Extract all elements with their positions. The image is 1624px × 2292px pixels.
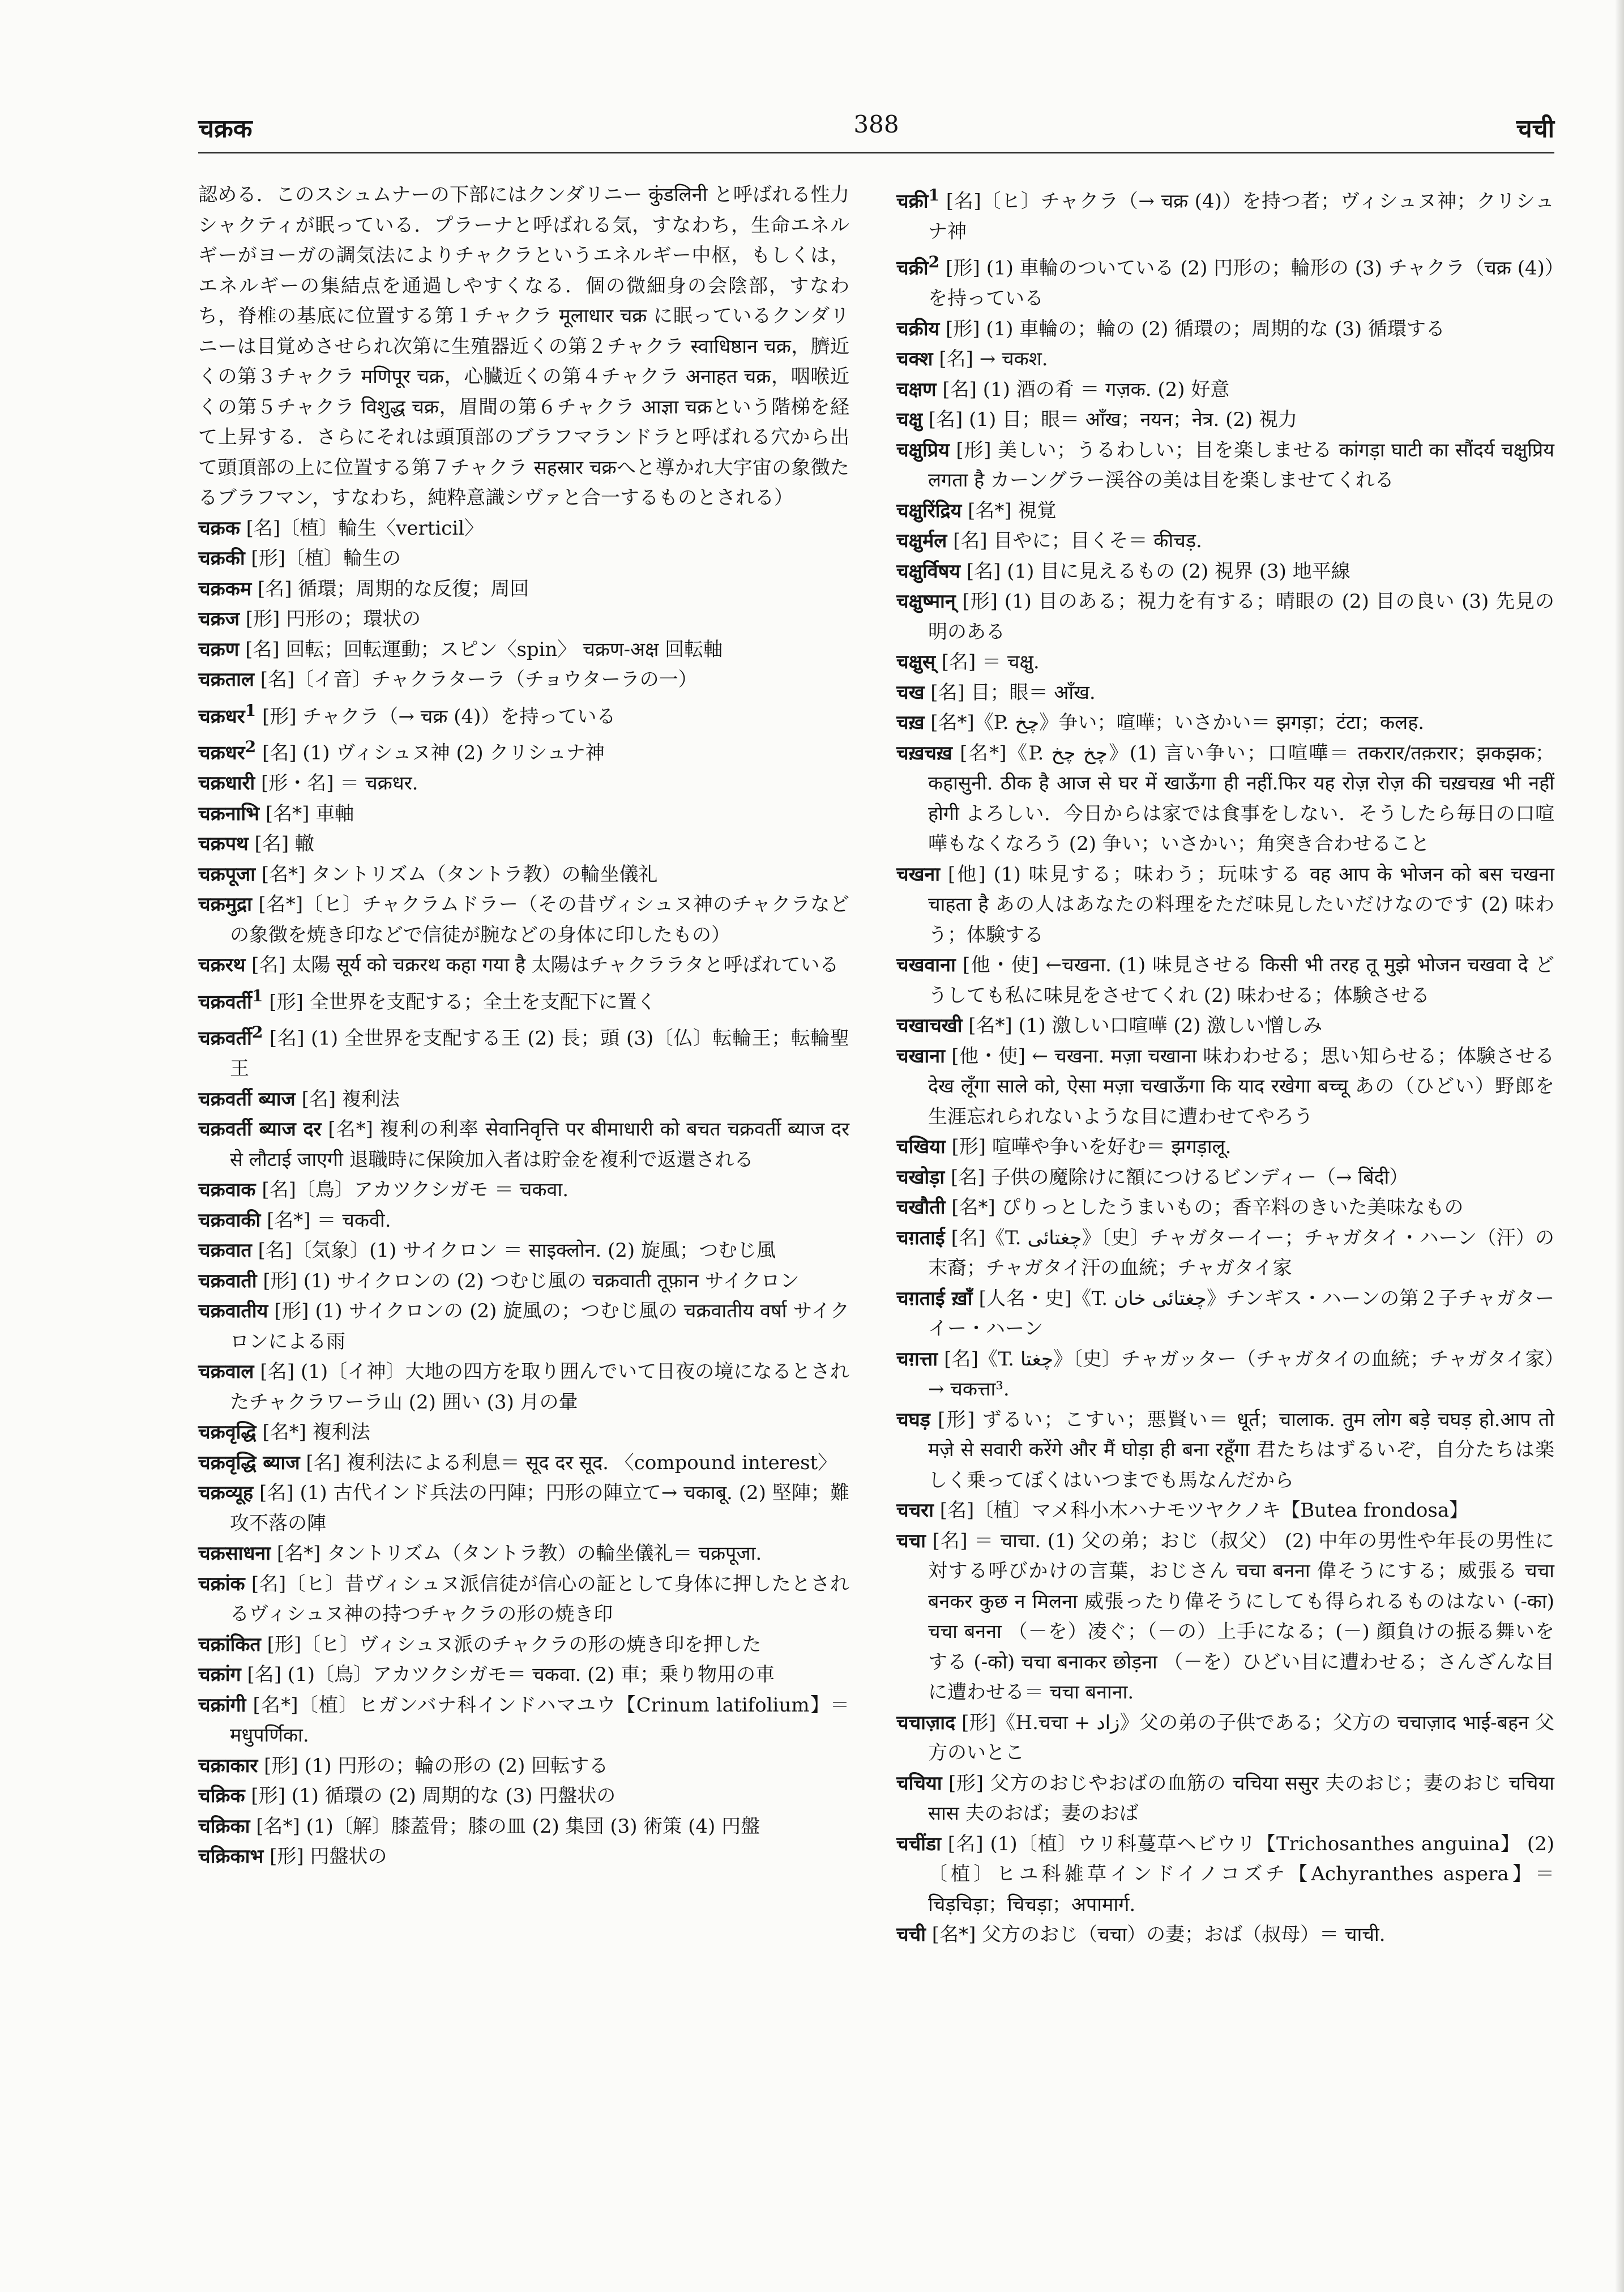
dictionary-entry xyxy=(896,557,1554,587)
dictionary-entry xyxy=(198,1539,849,1569)
entry-headword: चचिया xyxy=(896,1772,942,1795)
entry-headword: चक्री xyxy=(896,190,929,213)
left-column xyxy=(198,180,849,1872)
entry-definition: [名] 目；眼＝ आँख. xyxy=(924,681,1096,704)
dictionary-entry xyxy=(896,739,1554,860)
entry-definition: [形] 喧嘩や争いを好む＝ झगड़ालू. xyxy=(945,1136,1232,1159)
entry-definition: [名] (1)〔植〕ウリ科蔓草ヘビウリ【Trichosanthes anguina】 (2)〔植〕ヒユ科雑草インドイノコズチ【Achyranthes aspera】＝ चिड़चिड़ा；चिचड़ा；अपामार्ग. xyxy=(928,1832,1554,1916)
entry-definition: [形] 美しい；うるわしい；目を楽しませる कांगड़ा घाटी का सौंदर्य चक्षुप्रिय लगता है カーングラー渓谷の美は目を楽しませてくれる xyxy=(928,438,1554,492)
entry-headword: चक्श xyxy=(896,348,933,371)
dictionary-entry xyxy=(198,1691,849,1751)
entry-definition: [名] (1) 目に見えるもの (2) 視界 (3) 地平線 xyxy=(960,560,1351,583)
dictionary-entry xyxy=(198,1569,849,1630)
dictionary-entry xyxy=(896,1829,1554,1920)
entry-headword: चख़चख़ xyxy=(896,741,952,765)
entry-definition: [形] 全世界を支配する；全土を支配下に置く xyxy=(263,990,656,1013)
entry-headword: चक्रांग xyxy=(198,1663,241,1687)
dictionary-entry xyxy=(896,587,1554,647)
entry-definition: [名] 轍 xyxy=(248,833,314,856)
dictionary-entry xyxy=(896,247,1554,314)
entry-headword: चखाचखी xyxy=(896,1014,963,1038)
entry-headword: चक्रवाती xyxy=(198,1269,257,1292)
entry-headword: चक्रनाभि xyxy=(198,802,260,825)
entry-definition: [名]〔植〕マメ科小木ハナモツヤクノキ【Butea frondosa】 xyxy=(933,1499,1469,1522)
dictionary-entry xyxy=(198,1206,849,1236)
entry-headword: चक्षुष्मान् xyxy=(896,590,956,613)
entry-headword: चक्रवृद्धि ब्याज xyxy=(198,1451,300,1474)
entry-definition: [形] チャクラ（→ चक्र (4)）を持っている xyxy=(256,705,616,728)
entry-headword: चख xyxy=(896,681,925,704)
entry-definition: [名] (1) 古代インド兵法の円陣；円形の陣立て→ चकाबू. (2) 堅陣；難攻不落の陣 xyxy=(230,1482,849,1535)
dictionary-entry xyxy=(198,829,849,860)
dictionary-entry xyxy=(896,1193,1554,1223)
entry-headword: चख़ xyxy=(896,711,925,735)
entry-definition: [名]〔ヒ〕昔ヴィシュヌ派信徒が信心の証として身体に押したとされるヴィシュヌ神の持つチャクラの形の焼き印 xyxy=(230,1572,849,1626)
entry-headword: चक्षण xyxy=(896,378,937,401)
entry-definition: [名*] タントリズム（タントラ教）の輪坐儀礼＝ चक्रपूजा. xyxy=(271,1542,762,1565)
entry-definition: [他] (1) 味見する；味わう；玩味する वह आप के भोजन को बस चखना चाहता है あの人はあなたの料理をただ味見したいだけなのです (2) 味わう；体験する xyxy=(928,863,1554,946)
entry-headword: चग़ताई xyxy=(896,1226,945,1249)
entry-definition: [形] (1) 車輪のついている (2) 円形の；輪形の (3) チャクラ（चक्र (4)）を持っている xyxy=(928,257,1554,310)
entry-definition: [名] 複利法 xyxy=(295,1087,400,1111)
entry-headword: चक्षुर्विषय xyxy=(896,560,961,583)
dictionary-entry xyxy=(896,950,1554,1011)
entry-definition: [形・名] ＝ चक्रधर. xyxy=(255,772,418,795)
entry-headword: चक्रांकित xyxy=(198,1633,261,1656)
entry-headword: चग़त्ता xyxy=(896,1347,938,1371)
dictionary-entry xyxy=(198,574,849,605)
entry-definition: [名] (1) 酒の肴 ＝ गज़क. (2) 好意 xyxy=(936,378,1230,401)
continuation-paragraph: 認める．このスシュムナーの下部にはクンダリニー कुंडलिनी と呼ばれる性力シャクティが眠っている．プラーナと呼ばれる気，すなわち，生命エネルギーがヨーガの調気法によりチャクラというエネルギー中枢，もしくは，エネルギーの集結点を通過しやすくなる．個の微細身の会陰部，すなわち，脊椎の基底に位置する第１チャクラ मूलाधार चक्र に眠っているクンダリニーは目覚めさせられ次第に生殖器近くの第２チャクラ स्वाधिष्ठान चक्र，臍近くの第３チャクラ मणिपूर चक्र，心臓近くの第４チャクラ अनाहत चक्र，咽喉近くの第５チャクラ विशुद्ध चक्र，眉間の第６チャクラ आज्ञा चक्रという階梯を経て上昇する．さらにそれは頭頂部のブラフマランドラと呼ばれる穴から出て頭頂部の上に位置する第７チャクラ सहस्रार चक्रへと導かれ大宇宙の象徴たるブラフマン，すなわち，純粋意識シヴァと合一するものとされる） xyxy=(198,183,849,509)
entry-headword: चक्रांगी xyxy=(198,1693,246,1717)
entry-definition: [名*] 複利法 xyxy=(256,1421,370,1444)
entry-definition: [名]〔鳥〕アカツクシガモ ＝ चकवा. xyxy=(255,1179,569,1202)
left-entry-list xyxy=(198,514,849,1872)
entry-headword: चक्रवर्ती ब्याज xyxy=(198,1087,296,1111)
entry-definition: [名] (1) 全世界を支配する王 (2) 長；頭 (3)〔仏〕転輪王；転輪聖王 xyxy=(230,1027,849,1081)
entry-headword: चचींडा xyxy=(896,1832,941,1855)
dictionary-entry xyxy=(198,1781,849,1812)
entry-headword: चखोड़ा xyxy=(896,1166,945,1189)
dictionary-entry xyxy=(198,1660,849,1691)
dictionary-entry xyxy=(896,526,1554,557)
entry-definition: [形] (1) 車輪の；輪の (2) 循環の；周期的な (3) 循環する xyxy=(939,317,1445,340)
dictionary-entry xyxy=(198,1296,849,1357)
entry-headword: चक्रवर्ती xyxy=(198,990,252,1013)
entry-definition: [他・使] ←चखना. (1) 味見させる किसी भी तरह तू मुझे भोजन चखवा दे どうしても私に味見をさせてくれ (2) 味わせる；体験させる xyxy=(928,954,1554,1007)
dictionary-entry xyxy=(198,732,849,769)
dictionary-entry xyxy=(896,708,1554,739)
entry-headword: चक्रवाक xyxy=(198,1179,256,1202)
entry-definition: [名*]《P. چخ چخ》(1) 言い争い；口喧嘩＝ तकरार/तक़रार；झकझक；कहासुनी. ठीक है आज से घर में खाऊँगा ही नहीं.फिर यह रोज़ रोज़ की चख़चख़ भी नहीं होगी よろしい．今日からは家では食事をしない．そうしたら毎日の口喧嘩もなくなろう (2) 争い；いさかい；角突き合わせること xyxy=(928,741,1555,856)
entry-definition: [名*] 複利の利率 सेवानिवृत्ति पर बीमाधारी को बचत चक्रवर्ती ब्याज दर से लौटाई जाएगी 退職時に保険加入者は貯金を複利で返還される xyxy=(230,1118,849,1171)
entry-definition: [名*] タントリズム（タントラ教）の輪坐儀礼 xyxy=(255,863,658,886)
dictionary-entry xyxy=(198,1751,849,1782)
entry-definition: [名]《T. چغتائی》〔史〕チャガターイー；チャガタイ・ハーン（汗）の末裔；チャガタイ汗の血統；チャガタイ家 xyxy=(928,1226,1554,1280)
entry-headword: चक्रकम xyxy=(198,577,252,600)
entry-headword: चखवाना xyxy=(896,954,956,977)
dictionary-entry xyxy=(198,635,849,665)
dictionary-entry xyxy=(896,344,1554,375)
entry-headword: चखिया xyxy=(896,1136,946,1159)
entry-definition: [形] (1) サイクロンの (2) 旋風の；つむじ風の चक्रवातीय वर्षा サイクロンによる雨 xyxy=(230,1300,849,1353)
entry-headword: चक्रिकाभ xyxy=(198,1845,264,1868)
entry-headword: चक्रमुद्रा xyxy=(198,893,252,916)
entry-headword: चक्रवातीय xyxy=(198,1300,268,1323)
entry-headword: चक्रवर्ती ब्याज दर xyxy=(198,1118,322,1141)
dictionary-entry xyxy=(198,1017,849,1084)
homonym-number: 2 xyxy=(251,1022,263,1042)
dictionary-entry xyxy=(198,799,849,830)
entry-definition: [名*] 車軸 xyxy=(259,802,354,825)
entry-definition: [形] 父方のおじやおばの血筋の चचिया ससुर 夫のおじ；妻のおじ चचिया सास 夫のおば；妻のおば xyxy=(928,1772,1554,1825)
dictionary-entry xyxy=(896,496,1554,527)
entry-definition: [名] 複利法による利息＝ सूद दर सूद. 〈compound interest〉 xyxy=(300,1451,837,1474)
dictionary-entry xyxy=(896,1011,1554,1042)
entry-definition: [名]〔ヒ〕チャクラ（→ चक्र (4)）を持つ者；ヴィシュヌ神；クリシュナ神 xyxy=(928,190,1554,243)
entry-definition: [名] (1)〔イ神〕大地の四方を取り囲んでいて日夜の境になるとされたチャクラワーラ山 (2) 囲い (3) 月の暈 xyxy=(230,1360,849,1414)
dictionary-entry xyxy=(198,1266,849,1297)
entry-headword: चक्रताल xyxy=(198,668,254,691)
entry-definition: [名]〔気象〕(1) サイクロン ＝ साइक्लोन. (2) 旋風；つむじ風 xyxy=(251,1239,776,1262)
entry-headword: चक्रसाधना xyxy=(198,1542,271,1565)
entry-headword: चचा xyxy=(896,1529,926,1552)
entry-headword: चचाज़ाद xyxy=(896,1711,956,1734)
dictionary-entry xyxy=(198,695,849,732)
dictionary-entry xyxy=(896,1496,1554,1526)
dictionary-entry xyxy=(896,678,1554,708)
dictionary-entry xyxy=(896,375,1554,406)
entry-headword: चखाना xyxy=(896,1044,945,1068)
dictionary-entry xyxy=(198,514,849,544)
dictionary-entry xyxy=(896,1920,1554,1950)
dictionary-entry xyxy=(896,1284,1554,1345)
entry-definition: [形] ずるい；こすい；悪賢い＝ धूर्त；चालाक. तुम लोग बड़े चघड़ हो.आप तो मज़े से सवारी करेंगे और मैं घोड़ा ही बना रहूँगा 君たちはずるいぞ，自分たちは楽しく乗ってぼくはいつまでも馬なんだから xyxy=(928,1408,1554,1492)
dictionary-entry xyxy=(896,647,1554,678)
page-edge-shadow xyxy=(1615,0,1624,2292)
entry-definition: [名*]〔ヒ〕チャクラムドラー（その昔ヴィシュヌ神のチャクラなどの象徴を焼き印などで信徒が腕などの身体に印したもの） xyxy=(230,893,849,946)
entry-definition: [他・使] ← चखना. मज़ा चखाना 味わわせる；思い知らせる；体験させる देख लूँगा साले को, ऐसा मज़ा चखाऊँगा कि याद रखेगा बच्चू あの（ひどい）野郎を生涯忘れられないような目に遭わせてやろう xyxy=(928,1044,1554,1128)
dictionary-entry xyxy=(198,1448,849,1479)
dictionary-entry xyxy=(896,1223,1554,1284)
entry-headword: चक्रण xyxy=(198,638,240,661)
entry-headword: चक्रक xyxy=(198,517,240,540)
entry-headword: चक्रवाल xyxy=(198,1360,254,1384)
entry-definition: [形]《H.चचा + زاد》父の弟の子供である；父方の चचाज़ाद भाई-बहन 父方のいとこ xyxy=(928,1711,1554,1765)
dictionary-entry xyxy=(896,1163,1554,1193)
entry-headword: चची xyxy=(896,1923,926,1947)
entry-definition: [名] 回転；回転運動；スピン〈spin〉 चक्रण-अक्ष 回転軸 xyxy=(239,638,723,661)
entry-headword: चक्राकार xyxy=(198,1754,258,1777)
dictionary-entry xyxy=(198,1418,849,1448)
dictionary-entry xyxy=(198,981,849,1018)
dictionary-entry xyxy=(198,890,849,950)
entry-definition: [名*] 父方のおじ（चचा）の妻；おば（叔母）＝ चाची. xyxy=(926,1923,1386,1947)
entry-headword: चखना xyxy=(896,863,941,886)
entry-headword: चक्षु xyxy=(896,408,922,432)
entry-headword: चक्रव्यूह xyxy=(198,1482,254,1505)
entry-headword: चक्रवर्ती xyxy=(198,1027,252,1050)
dictionary-entry xyxy=(896,1345,1554,1405)
entry-headword: चक्रपूजा xyxy=(198,863,256,886)
right-column xyxy=(896,180,1554,1950)
guide-word-left: चक्रक xyxy=(198,114,253,143)
dictionary-entry xyxy=(896,314,1554,345)
homonym-number: 2 xyxy=(245,737,257,757)
dictionary-entry xyxy=(198,1085,849,1115)
entry-definition: [名] (1)〔鳥〕アカツクシガモ＝ चकवा. (2) 車；乗り物用の車 xyxy=(241,1663,775,1687)
entry-headword: चक्रकी xyxy=(198,547,245,570)
entry-definition: [名] 循環；周期的な反復；周回 xyxy=(251,577,529,600)
guide-word-right: चची xyxy=(1516,114,1554,143)
entry-definition: [名*] (1)〔解〕膝蓋骨；膝の皿 (2) 集団 (3) 術策 (4) 円盤 xyxy=(250,1815,760,1838)
dictionary-entry xyxy=(198,665,849,695)
entry-headword: चक्षुरिंद्रिय xyxy=(896,499,962,522)
entry-headword: चक्रपथ xyxy=(198,833,249,856)
entry-headword: चखौती xyxy=(896,1196,946,1219)
dictionary-entry xyxy=(198,769,849,799)
entry-definition: [形]〔植〕輪生の xyxy=(245,547,401,570)
dictionary-entry xyxy=(198,604,849,635)
dictionary-entry xyxy=(198,1175,849,1206)
header-rule xyxy=(198,152,1554,153)
entry-headword: चक्रज xyxy=(198,608,240,630)
entry-headword: चचरा xyxy=(896,1499,934,1522)
entry-definition: [名] 子供の魔除けに額につけるビンディー（→ बिंदी） xyxy=(945,1166,1409,1189)
entry-headword: चक्रिक xyxy=(198,1785,245,1808)
entry-definition: [名*] 視覚 xyxy=(961,499,1057,522)
homonym-number: 1 xyxy=(245,700,257,720)
entry-headword: चक्ररथ xyxy=(198,954,246,977)
dictionary-entry xyxy=(198,1842,849,1872)
dictionary-entry xyxy=(198,950,849,981)
entry-headword: चघड़ xyxy=(896,1408,930,1431)
entry-headword: चक्रिका xyxy=(198,1815,250,1838)
dictionary-entry xyxy=(896,1708,1554,1769)
entry-definition: [名]〔イ音〕チャクラターラ（チョウターラの一） xyxy=(254,668,698,691)
homonym-number: 1 xyxy=(251,985,263,1005)
entry-headword: चक्रवृद्धि xyxy=(198,1421,257,1444)
entry-definition: [形] 円形の；環状の xyxy=(239,608,421,630)
entry-headword: चक्षुस् xyxy=(896,651,935,674)
dictionary-entry xyxy=(198,544,849,574)
entry-definition: [名] ＝ चक्षु. xyxy=(935,651,1040,674)
dictionary-entry xyxy=(896,405,1554,436)
dictionary-entry xyxy=(198,1115,849,1175)
entry-definition: [名] → चकश. xyxy=(933,348,1048,371)
dictionary-entry xyxy=(896,436,1554,496)
dictionary-entry xyxy=(896,1132,1554,1163)
entry-headword: चग़ताई ख़ाँ xyxy=(896,1287,973,1310)
dictionary-entry xyxy=(198,860,849,890)
entry-definition: [名*] (1) 激しい口喧嘩 (2) 激しい憎しみ xyxy=(962,1014,1323,1038)
dictionary-entry xyxy=(896,860,1554,951)
entry-definition: [名*]《P. چخ》争い；喧嘩；いさかい＝ झगड़ा；टंटा；कलह. xyxy=(924,711,1425,735)
entry-definition: [名*] ＝ चकवी. xyxy=(260,1209,391,1232)
entry-headword: चक्रधर xyxy=(198,705,245,728)
entry-definition: [名]〔植〕輪生〈verticil〉 xyxy=(240,517,484,540)
dictionary-entry xyxy=(198,1812,849,1842)
entry-definition: [名*] ぴりっとしたうまいもの；香辛料のきいた美味なもの xyxy=(945,1196,1464,1219)
entry-definition: [名] ＝ चाचा. (1) 父の弟；おじ（叔父） (2) 中年の男性や年長の男性に対する呼びかけの言葉，おじさん चचा बनना 偉そうにする；威張る चचा बनकर कुछ न मिलना 威張ったり偉そうにしても得られるものはない (-का) चचा बनना （－を）凌ぐ；（－の）上手になる；(－) 顔負けの振る舞いをする (-को) चचा बनाकर छोड़ना （－を）ひどい目に遭わせる；さんざんな目に遭わせる＝ चचा बनाना. xyxy=(926,1529,1554,1704)
dictionary-entry xyxy=(198,1236,849,1266)
dictionary-entry xyxy=(198,1630,849,1661)
entry-definition: [形]〔ヒ〕ヴィシュヌ派のチャクラの形の焼き印を押した xyxy=(260,1633,762,1656)
entry-definition: [名] 太陽 सूर्य को चक्ररथ कहा गया है 太陽はチャクララタと呼ばれている xyxy=(245,954,839,977)
entry-headword: चक्रांक xyxy=(198,1572,245,1595)
dictionary-entry xyxy=(896,180,1554,247)
entry-definition: [形] (1) 循環の (2) 周期的な (3) 円盤状の xyxy=(245,1785,616,1808)
entry-headword: चक्रधारी xyxy=(198,772,255,795)
dictionary-entry xyxy=(198,1478,849,1539)
entry-headword: चक्रवाकी xyxy=(198,1209,261,1232)
entry-definition: [形] (1) サイクロンの (2) つむじ風の चक्रवाती तूफ़ान サイクロン xyxy=(257,1269,800,1292)
right-entry-list xyxy=(896,180,1554,1950)
entry-definition: [形] (1) 円形の；輪の形の (2) 回転する xyxy=(258,1754,609,1777)
entry-headword: चक्रवात xyxy=(198,1239,252,1262)
homonym-number: 2 xyxy=(928,252,940,272)
entry-definition: [形] (1) 目のある；視力を有する；晴眼の (2) 目の良い (3) 先見の明のある xyxy=(928,590,1554,643)
entry-headword: चक्षुर्मल xyxy=(896,530,947,553)
page-header xyxy=(198,110,1554,150)
entry-definition: [名] (1) 目；眼＝ आँख；नयन；नेत्र. (2) 視力 xyxy=(922,408,1298,432)
dictionary-entry xyxy=(198,1357,849,1418)
entry-definition: [名] (1) ヴィシュヌ神 (2) クリシュナ神 xyxy=(256,741,605,765)
entry-headword: चक्षुप्रिय xyxy=(896,438,950,462)
entry-headword: चक्रीय xyxy=(896,317,940,340)
dictionary-entry xyxy=(896,1042,1554,1133)
entry-definition: [形] 円盤状の xyxy=(263,1845,387,1868)
page-number: 388 xyxy=(853,110,899,138)
entry-definition: [人名・史]《T. چغتائی خان》チンギス・ハーンの第２子チャガターイー・ハーン xyxy=(928,1287,1555,1341)
entry-headword: चक्रधर xyxy=(198,741,245,765)
entry-definition: [名*]〔植〕ヒガンバナ科インドハマユウ【Crinum latifolium】＝ मधुपर्णिका. xyxy=(230,1693,849,1747)
entry-definition: [名]《T. چغتا》〔史〕チャガッター（チャガタイの血統；チャガタイ家）→ चकत्ता³. xyxy=(928,1347,1554,1401)
homonym-number: 1 xyxy=(928,185,940,204)
dictionary-entry xyxy=(896,1526,1554,1708)
dictionary-entry xyxy=(896,1769,1554,1829)
entry-definition: [名] 目やに；目くそ＝ कीचड़. xyxy=(947,530,1202,553)
entry-headword: चक्री xyxy=(896,257,929,280)
dictionary-entry xyxy=(896,1405,1554,1496)
